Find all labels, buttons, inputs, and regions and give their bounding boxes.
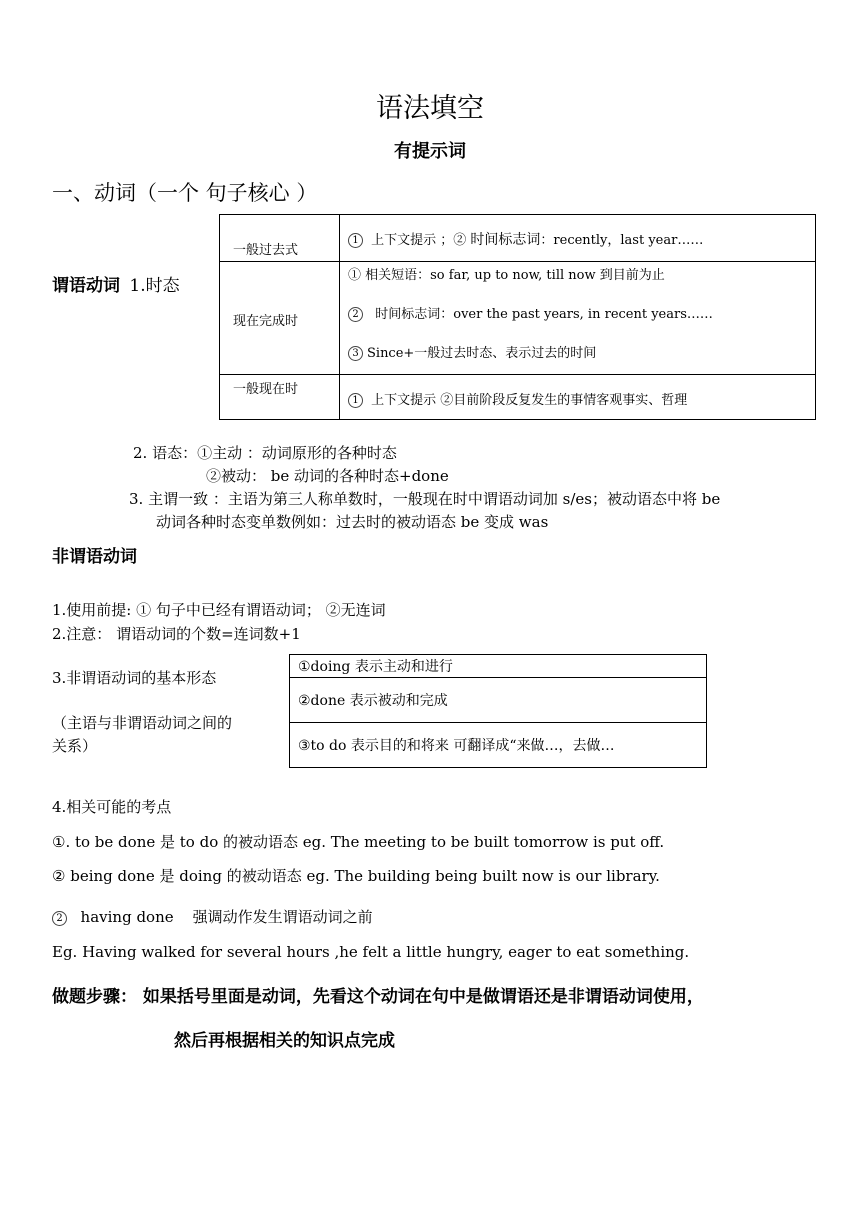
tense-rule-cell [340, 375, 816, 420]
tense-rule-line [348, 342, 815, 361]
table-row [290, 723, 707, 768]
page-title: 语法填空 [376, 93, 484, 124]
page-subtitle: 有提示词 [394, 141, 466, 162]
nonfinite-heading: 非谓语动词 [52, 547, 137, 567]
nonfinite-forms-table [289, 654, 707, 768]
steps-line: 做题步骤： 如果括号里面是动词，先看这个动词在句中是做谓语还是非谓语动词使用， [52, 987, 704, 1007]
rule-bold-text: 时间标志词 [470, 232, 541, 248]
nonfinite-premise: 1.使用前提: ① 句子中已经有谓语动词； ②无连词 [52, 601, 386, 619]
nonfinite-forms-label: 3.非谓语动词的基本形态 [52, 669, 217, 687]
circled-number-icon: 1 [348, 233, 363, 248]
circled-number-icon: 2 [52, 911, 67, 926]
exam-point: ② being done 是 doing 的被动语态 eg. The building being built now is our library. [52, 867, 660, 885]
tense-name-cell [220, 375, 340, 420]
rule-text: 时间标志词：over the past years, in recent years…… [367, 307, 713, 322]
steps-line: 然后再根据相关的知识点完成 [174, 1031, 395, 1051]
agreement-line: 动词各种时态变单数例如：过去时的被动语态 be 变成 was [156, 513, 549, 531]
tense-name-cell [220, 262, 340, 375]
table-row [220, 262, 816, 375]
form-cell: ③to do 表示目的和将来 可翻译成“来做…，去做… [290, 723, 707, 768]
tense-rule-line [348, 389, 815, 408]
tense-rule-line [348, 303, 815, 322]
rule-text: 上下文提示 ；② [371, 233, 471, 248]
tense-rule-cell [340, 215, 816, 262]
voice-line: ②被动： be 动词的各种时态+done [206, 467, 449, 485]
rule-tail-text: ：recently，last year…… [540, 233, 704, 248]
nonfinite-forms-note: （主语与非谓语动词之间的 [52, 714, 233, 732]
circled-number-icon: 1 [348, 393, 363, 408]
voice-line: 2. 语态：①主动 ：动词原形的各种时态 [133, 444, 397, 462]
rule-text: Since+一般过去时态、表示过去的时间 [367, 346, 597, 361]
form-cell: ①doing 表示主动和进行 [290, 655, 707, 678]
tense-sub-label: 1.时态 [129, 276, 180, 296]
tense-rule-cell [340, 262, 816, 375]
tense-name: 一般过去式 [233, 243, 299, 258]
exam-point [52, 906, 373, 927]
table-row [290, 678, 707, 723]
exam-point: ①. to be done 是 to do 的被动语态 eg. The meeting to be built tomorrow is put off. [52, 833, 665, 851]
agreement-line: 3. 主谓一致 ：主语为第三人称单数时，一般现在时中谓语动词加 s/es；被动语态中将 be [129, 490, 721, 508]
tense-name-cell [220, 215, 340, 262]
rule-text: 上下文提示 ②目前阶段反复发生的事情客观事实、哲理 [371, 393, 688, 408]
table-row [220, 375, 816, 420]
tense-name: 现在完成时 [233, 314, 299, 329]
nonfinite-note: 2.注意： 谓语动词的个数=连词数+1 [52, 625, 301, 643]
tense-rule-line: ① 相关短语：so far, up to now, till now 到目前为止 [348, 268, 665, 283]
exam-example: Eg. Having walked for several hours ,he felt a little hungry, eager to eat something. [52, 943, 690, 961]
circled-number-icon: 3 [348, 346, 363, 361]
predicate-verb-label: 谓语动词 [52, 276, 120, 296]
table-row [220, 215, 816, 262]
exam-point-text: having done 强调动作发生谓语动词之前 [71, 908, 373, 926]
section-heading: 一、动词（一个 句子核心 ） [52, 181, 318, 205]
tense-name: 一般现在时 [233, 382, 299, 397]
table-row [290, 655, 707, 678]
points-heading: 4.相关可能的考点 [52, 798, 172, 816]
predicate-label-row [52, 271, 180, 296]
circled-number-icon: 2 [348, 307, 363, 322]
tense-rule-line [348, 229, 815, 249]
nonfinite-forms-note: 关系） [52, 737, 98, 755]
form-cell: ②done 表示被动和完成 [290, 678, 707, 723]
tense-table [219, 214, 816, 420]
